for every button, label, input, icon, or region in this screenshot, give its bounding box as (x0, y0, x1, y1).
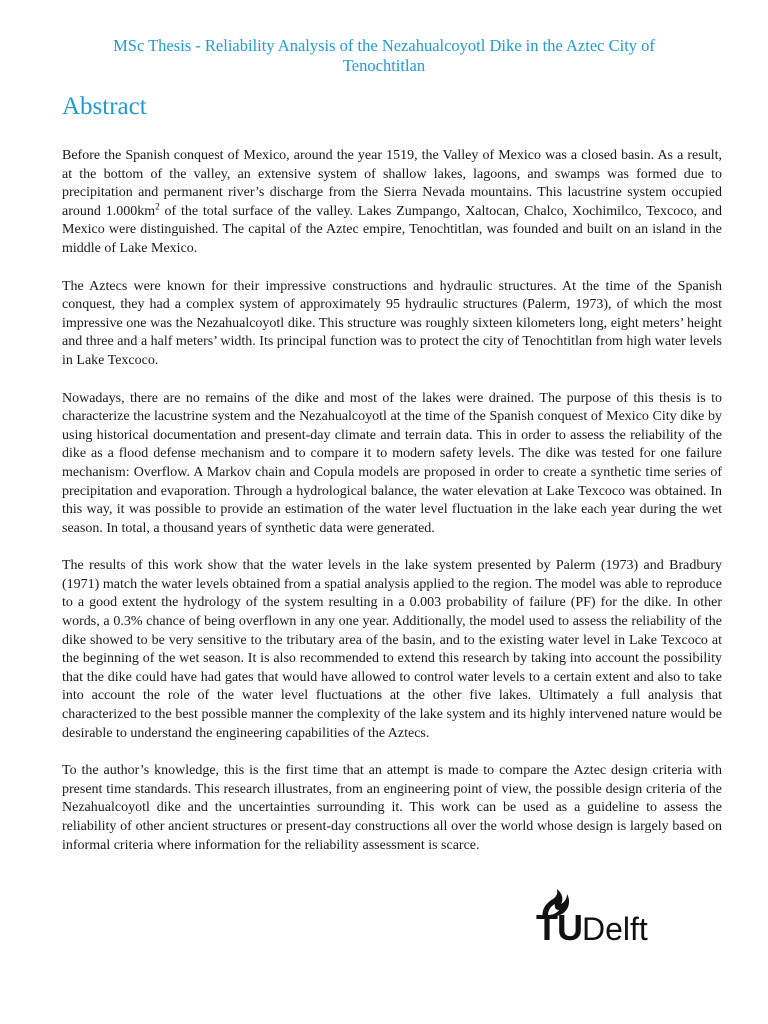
tu-delft-logo (536, 886, 686, 950)
logo-tu-text: TU (536, 907, 582, 948)
running-header-line-2: Tenochtitlan (342, 56, 426, 75)
abstract-body (62, 147, 722, 874)
abstract-paragraph-3: Nowadays, there are no remains of the dike and most of the lakes were drained. The purpose of this thesis is to characterize the lacustrine system and the Nezahualcoyotl at the time of the Spanish conquest of Mexico City dike by using historical documentation and present-day climate and terrain data. This in order to assess the reliability of the dike as a flood defense mechanism and to compare it to modern safety levels. The dike was tested for one failure mechanism: Overflow. A Markov chain and Copula models are proposed in order to create a synthetic time series of precipitation and evaporation. Through a hydrological balance, the water elevation at Lake Texcoco was obtained. In this way, it was possible to provide an estimation of the water level fluctuation in the lake each year during the wet season. In total, a thousand years of synthetic data were generated. (62, 390, 722, 536)
abstract-paragraph-2: The Aztecs were known for their impressive constructions and hydraulic structures. At the time of the Spanish conquest, they had a complex system of approximately 95 hydraulic structures (Palerm, 1973), of which the most impressive one was the Nezahualcoyotl dike. This structure was roughly sixteen kilometers long, eight meters’ height and three and a half meters’ width. Its principal function was to protect the city of Tenochtitlan from high water levels in Lake Texcoco. (62, 278, 722, 368)
logo-delft-text: Delft (582, 911, 648, 947)
logo-wordmark (536, 908, 648, 956)
superscript-2: 2 (155, 201, 160, 212)
running-header (0, 36, 768, 76)
abstract-paragraph-5: To the author’s knowledge, this is the first time that an attempt is made to compare the Aztec design criteria with present time standards. This research illustrates, from an engineering point of view, the possible design criteria of the Nezahualcoyotl dike and the uncertainties surrounding it. This work can be used as a guideline to assess the reliability of other ancient structures or present-day constructions all over the world whose design is largely based on informal criteria where information for the reliability assessment is scarce. (62, 763, 722, 853)
abstract-paragraph-4: The results of this work show that the water levels in the lake system presented by Palerm (1973) and Bradbury (1971) match the water levels obtained from a spatial analysis applied to the region. The model was able to reproduce to a good extent the hydrology of the system resulting in a 0.003 probability of failure (PF) for the dike. In other words, a 0.3% chance of being overflown in any one year. Additionally, the model used to assess the reliability of the dike showed to be very sensitive to the tributary area of the basin, and to the existing water level in Lake Texcoco at the beginning of the wet season. It is also recommended to extend this research by taking into account the possibility that the dike could have had gates that would have allowed to control water levels to a certain extent and also to take into account the role of the water level fluctuations at the other five lakes. Ultimately a full analysis that characterized to the best possible manner the complexity of the lake system and its highly intervened nature would be desirable to understand the engineering capabilities of the Aztecs. (62, 558, 722, 741)
abstract-paragraph-1 (62, 147, 722, 259)
running-header-line-1: MSc Thesis - Reliability Analysis of the Nezahualcoyotl Dike in the Aztec City of (113, 36, 655, 55)
paragraph-1-text-a: Before the Spanish conquest of Mexico, around the year 1519, the Valley of Mexico was a closed basin. As a result, at the bottom of the valley, an extensive system of shallow lakes, lagoons, and swamps was formed due to precipitation and permanent river’s discharge from the Sierra Nevada mountains. This lacustrine system occupied around 1.000km (62, 148, 722, 219)
abstract-heading: Abstract (62, 93, 147, 120)
paragraph-1-text-b: of the total surface of the valley. Lakes Zumpango, Xaltocan, Chalco, Xochimilco, Texcoco, and Mexico were distinguished. The capital of the Aztec empire, Tenochtitlan, was founded and built on an island in the middle of Lake Mexico. (62, 203, 723, 256)
